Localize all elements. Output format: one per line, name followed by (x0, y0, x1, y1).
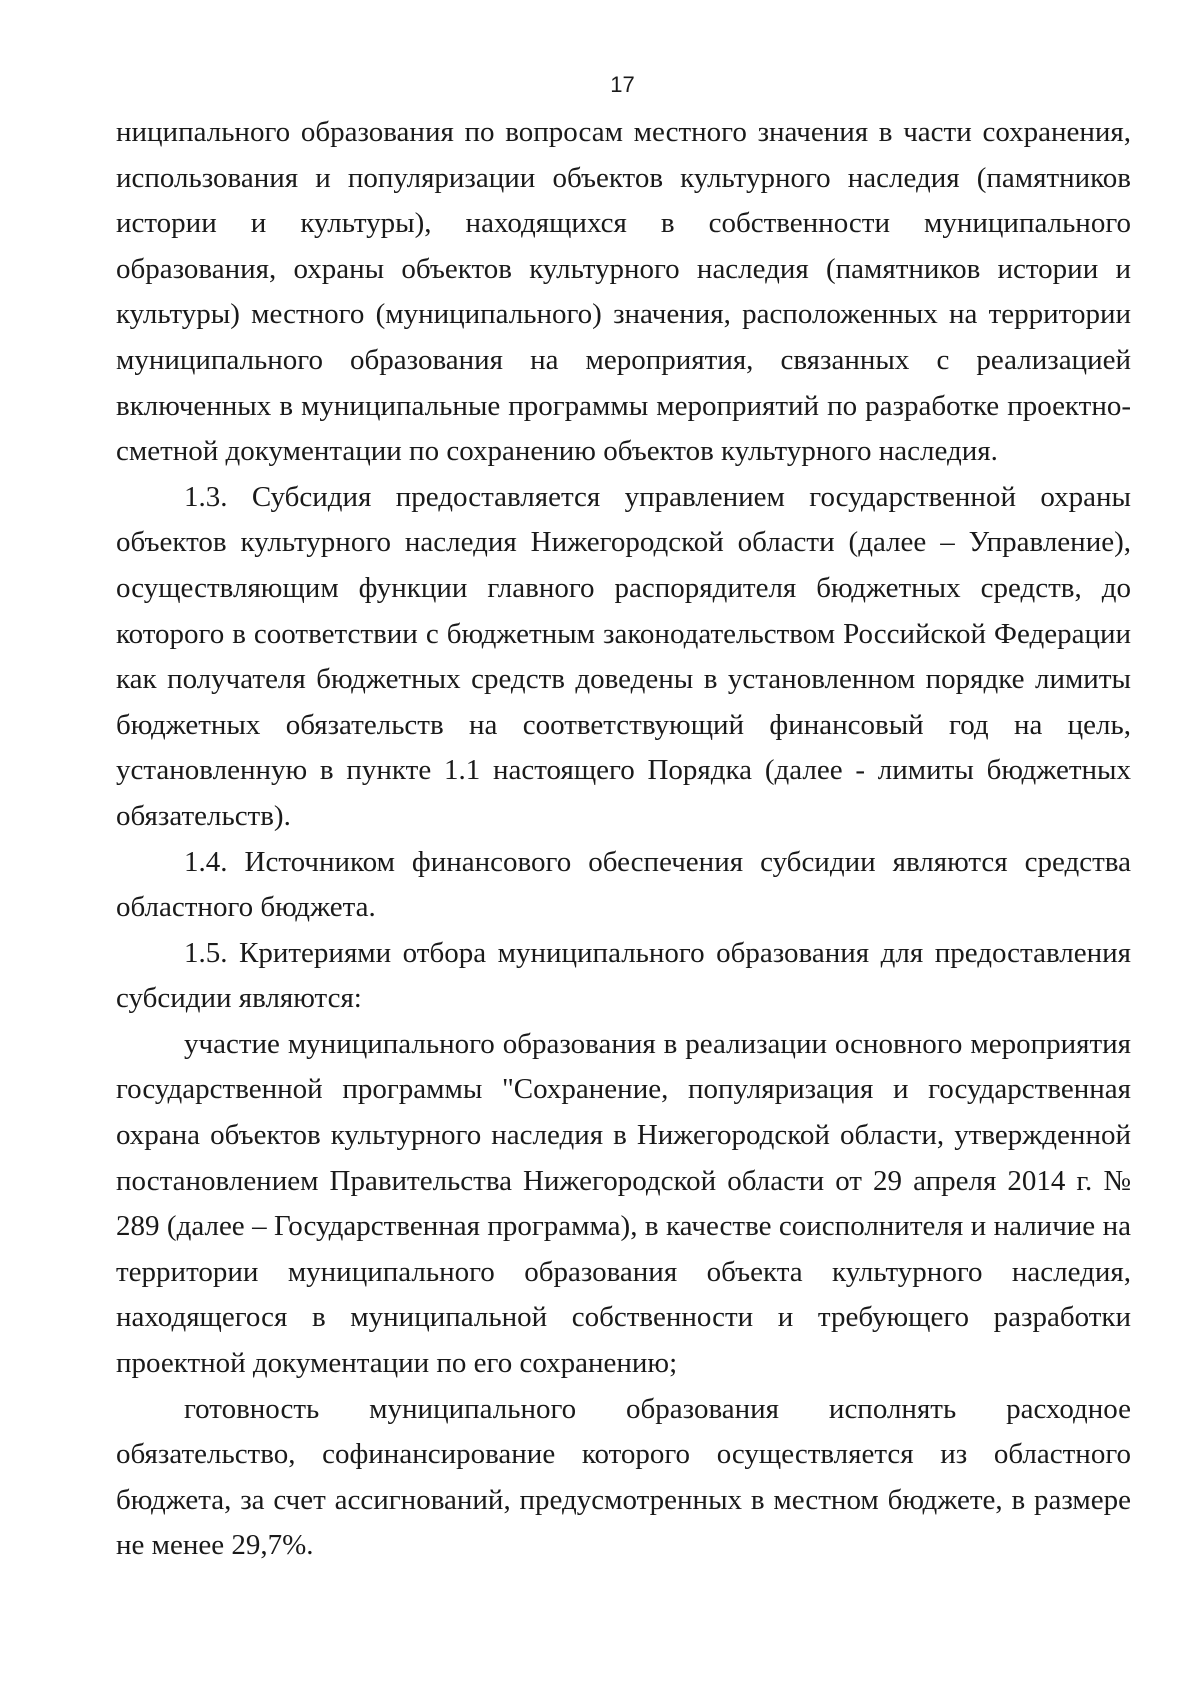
paragraph-1-5: 1.5. Критериями отбора муниципального образования для предоставления субсидии являются: (116, 936, 1131, 1015)
page-number: 17 (610, 72, 635, 97)
paragraph-continuation: ниципального образования по вопросам местного значения в части сохранения, использования и популяризации объектов культурного наследия (памятников истории и культуры), находящихся в собственности муниципального образования, охраны объектов культурного наследия (памятников истории и культуры) местного (муниципального) значения, расположенных на территории муниципального образования на мероприятия, связанных с реализацией включенных в муниципальные программы мероприятий по разработке проектно-сметной документации по сохранению объектов культурного наследия. (116, 116, 1131, 468)
document-body (116, 110, 1131, 1569)
criterion-readiness: готовность муниципального образования исполнять расходное обязательство, софинансирование которого осуществляется из областного бюджета, за счет ассигнований, предусмотренных в местном бюджете, в размере не менее 29,7%. (116, 1392, 1131, 1562)
paragraph-1-3: 1.3. Субсидия предоставляется управлением государственной охраны объектов культурного наследия Нижегородской области (далее – Управление), осуществляющим функции главного распорядителя бюджетных средств, до которого в соответствии с бюджетным законодательством Российской Федерации как получателя бюджетных средств доведены в установленном порядке лимиты бюджетных обязательств на соответствующий финансовый год на цель, установленную в пункте 1.1 настоящего Порядка (далее - лимиты бюджетных обязательств). (116, 480, 1131, 832)
paragraph-1-4: 1.4. Источником финансового обеспечения субсидии являются средства областного бюджета. (116, 845, 1131, 924)
criterion-participation: участие муниципального образования в реализации основного мероприятия государственной программы "Сохранение, популяризация и государственная охрана объектов культурного наследия в Нижегородской области, утвержденной постановлением Правительства Нижегородской области от 29 апреля 2014 г. № 289 (далее – Государственная программа), в качестве соисполнителя и наличие на территории муниципального образования объекта культурного наследия, находящегося в муниципальной собственности и требующего разработки проектной документации по его сохранению; (116, 1027, 1131, 1380)
